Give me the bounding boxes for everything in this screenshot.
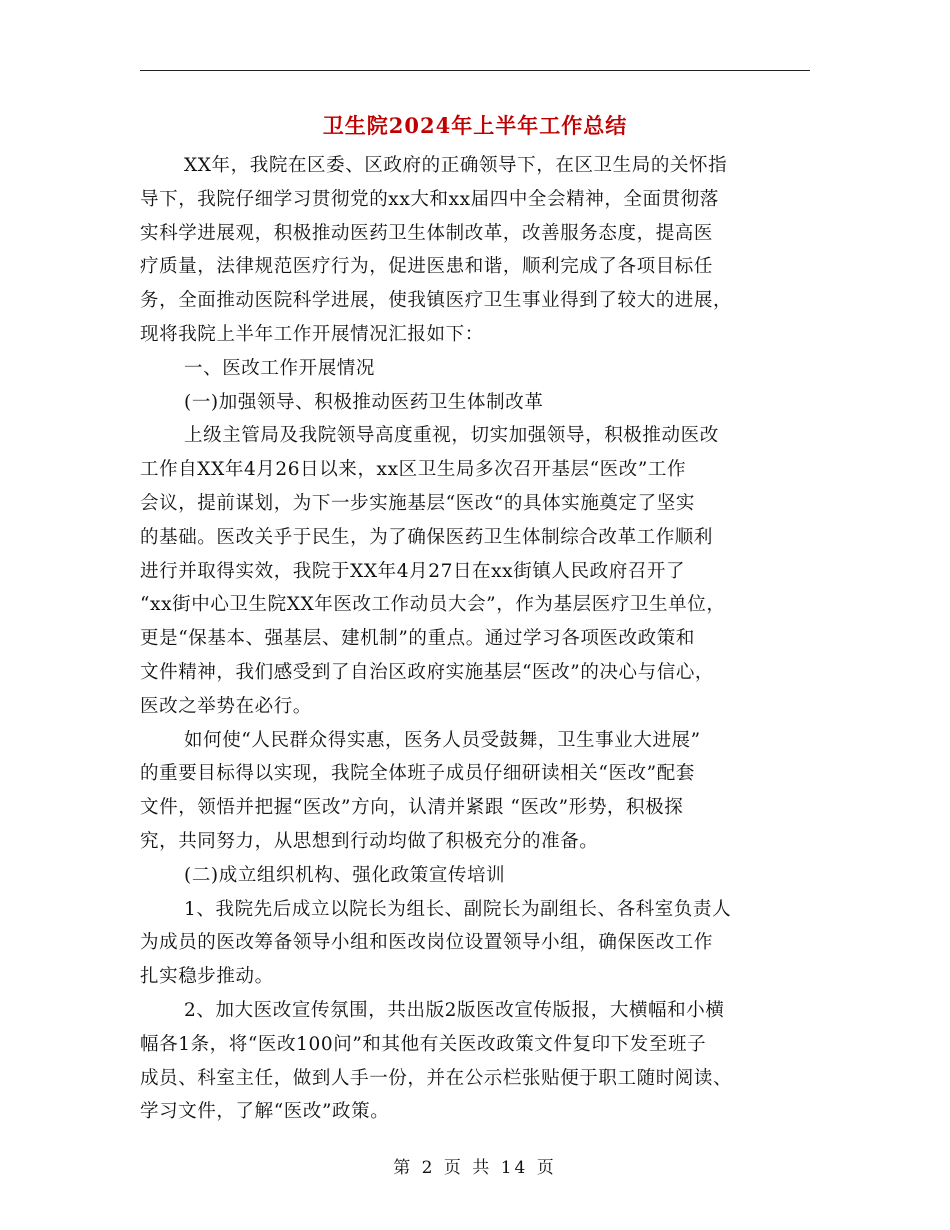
text-line: 成员、科室主任，做到人手一份，并在公示栏张贴便于职工随时阅读、 — [140, 1067, 733, 1089]
text-line: 如何使“人民群众得实惠，医务人员受鼓舞，卫生事业大进展” — [184, 729, 701, 751]
text-line: 务，全面推动医院科学进展，使我镇医疗卫生事业得到了较大的进展， — [140, 290, 733, 312]
text-line: 幅各1条，将“医改100问”和其他有关医改政策文件复印下发至班子 — [140, 1033, 707, 1055]
text-line: 学习文件，了解“医改”政策。 — [140, 1101, 390, 1123]
text-line: 进行并取得实效，我院于XX年4月27日在xx街镇人民政府召开了 — [140, 560, 686, 582]
text-line: 2、加大医改宣传氛围，共出版2版医改宣传版报，大横幅和小横 — [184, 999, 725, 1021]
text-line: 导下，我院仔细学习贯彻党的xx大和xx届四中全会精神，全面贯彻落 — [140, 188, 719, 210]
text-line: “xx街中心卫生院XX年医改工作动员大会”，作为基层医疗卫生单位， — [140, 594, 726, 616]
header-rule — [140, 70, 810, 71]
text-line: 文件，领悟并把握“医改”方向，认清并紧跟 “医改”形势，积极探 — [140, 797, 684, 819]
text-line: 实科学进展观，积极推动医药卫生体制改革，改善服务态度，提高医 — [140, 222, 714, 244]
text-line: XX年，我院在区委、区政府的正确领导下，在区卫生局的关怀指 — [184, 155, 728, 176]
text-line: 究，共同努力，从思想到行动均做了积极充分的准备。 — [140, 830, 599, 852]
text-line: 一、医改工作开展情况 — [184, 357, 376, 379]
text-line: 更是“保基本、强基层、建机制”的重点。通过学习各项医改政策和 — [140, 628, 695, 650]
document-title: 卫生院2024年上半年工作总结 — [322, 113, 628, 138]
text-line: 疗质量，法律规范医疗行为，促进医患和谐，顺利完成了各项目标任 — [140, 256, 714, 278]
page-number: 第 2 页 共 14 页 — [393, 1158, 557, 1178]
text-line: 会议，提前谋划，为下一步实施基层“医改“的具体实施奠定了坚实 — [140, 492, 695, 514]
text-line: 上级主管局及我院领导高度重视，切实加强领导，积极推动医改 — [184, 425, 719, 447]
text-line: 现将我院上半年工作开展情况汇报如下： — [140, 323, 484, 345]
text-line: 为成员的医改筹备领导小组和医改岗位设置领导小组，确保医改工作 — [140, 932, 714, 954]
text-line: 工作自XX年4月26日以来，xx区卫生局多次召开基层“医改”工作 — [140, 459, 687, 481]
document-body — [140, 149, 830, 1129]
text-line: 医改之举势在必行。 — [140, 695, 312, 717]
text-line: 的基础。医改关乎于民生，为了确保医药卫生体制综合改革工作顺利 — [140, 526, 714, 548]
text-line: 的重要目标得以实现，我院全体班子成员仔细研读相关“医改”配套 — [140, 763, 695, 785]
text-line: (一)加强领导、积极推动医药卫生体制改革 — [184, 391, 544, 413]
text-line: 1、我院先后成立以院长为组长、副院长为副组长、各科室负责人 — [184, 898, 732, 920]
text-line: 扎实稳步推动。 — [140, 966, 274, 988]
text-line: 文件精神，我们感受到了自治区政府实施基层“医改”的决心与信心， — [140, 661, 715, 683]
text-line: (二)成立组织机构、强化政策宣传培训 — [184, 864, 506, 886]
